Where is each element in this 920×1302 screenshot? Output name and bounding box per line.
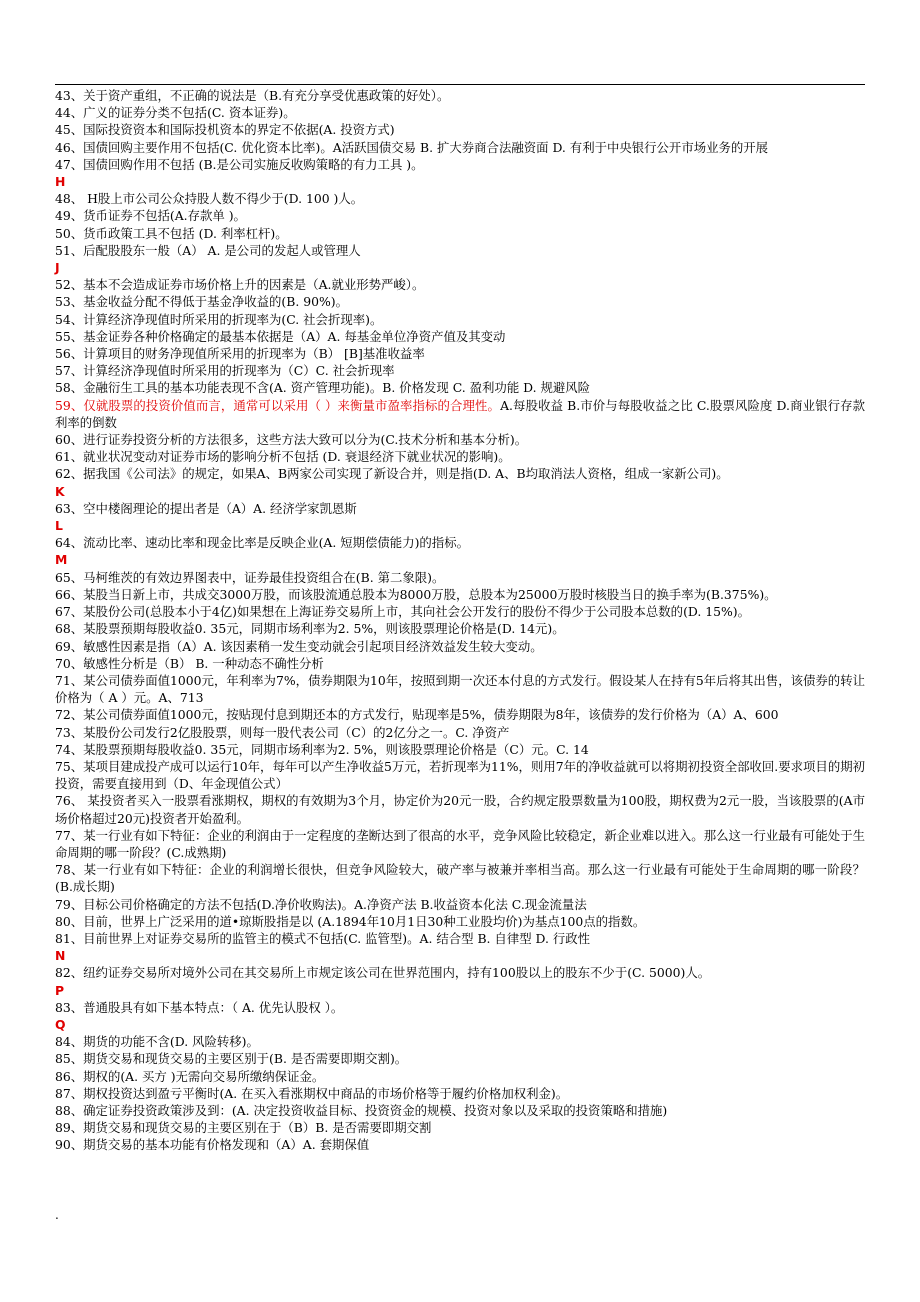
section-letter-p: P xyxy=(55,982,65,998)
items-block-2 xyxy=(55,190,865,259)
item-59-question: 59、仅就股票的投资价值而言，通常可以采用（ ）来衡量市盈率指标的合理性。 xyxy=(55,397,501,413)
list-item: 61、就业状况变动对证券市场的影响分析不包括 (D. 衰退经济下就业状况的影响)。 xyxy=(55,449,511,465)
list-item: 90、期货交易的基本功能有价格发现和（A）A. 套期保值 xyxy=(55,1137,370,1153)
list-item: 44、广义的证券分类不包括(C. 资本证券)。 xyxy=(55,105,296,121)
list-item: 80、目前，世界上广泛采用的道•琼斯股指是以 (A.1894年10月1日30种工业股均价)为基点100点的指数。 xyxy=(55,913,646,929)
list-item: 66、某股当日新上市，共成交3000万股，而该股流通总股本为8000万股，总股本为25000万股时核股当日的换手率为(B.375%)。 xyxy=(55,586,777,602)
items-block-6 xyxy=(55,534,865,551)
list-item: 85、期货交易和现货交易的主要区别于(B. 是否需要即期交割)。 xyxy=(55,1051,408,1067)
list-item: 73、某股份公司发行2亿股股票，则每一股代表公司（C）的2亿分之一。C. 净资产 xyxy=(55,724,510,740)
list-item: 46、国债回购主要作用不包括(C. 优化资本比率)。A活跃国债交易 B. 扩大券商合法融资面 D. 有利于中央银行公开市场业务的开展 xyxy=(55,139,769,155)
list-item: 88、确定证券投资政策涉及到：(A. 决定投资收益目标、投资资金的规模、投资对象以及采取的投资策略和措施) xyxy=(55,1102,668,1118)
list-item: 63、空中楼阁理论的提出者是（A）A. 经济学家凯恩斯 xyxy=(55,500,357,516)
list-item: 68、某股票预期每股收益0. 35元，同期市场利率为2. 5%，则该股票理论价格是(D. 14元)。 xyxy=(55,621,565,637)
section-letter-l: L xyxy=(55,518,63,534)
list-item: 76、 某投资者买入一股票看涨期权，期权的有效期为3个月，协定价为20元一股，合约规定股票数量为100股，期权费为2元一股，当该股票的(A市场价格超过20元)投资者开始盈利。 xyxy=(55,793,865,826)
list-item: 45、国际投资资本和国际投机资本的界定不依据(A. 投资方式) xyxy=(55,122,395,138)
list-item: 74、某股票预期每股收益0. 35元，同期市场利率为2. 5%，则该股票理论价格是（C）元。C. 14 xyxy=(55,741,589,757)
section-letter-m: M xyxy=(55,552,68,568)
list-item: 69、敏感性因素是指（A）A. 该因素稍一发生变动就会引起项目经济效益发生较大变动。 xyxy=(55,638,543,654)
items-block-11 xyxy=(55,999,865,1016)
list-item: 71、某公司债券面值1000元，年利率为7%，债券期限为10年，按照到期一次还本付息的方式发行。假设某人在持有5年后将其出售，该债券的转让价格为（ A ）元。A、713 xyxy=(55,672,865,706)
item-59-options: A.每股收益 B.市价与每股收益之比 C.股票风险度 D.商业银行存款利率的倒数 xyxy=(55,397,865,430)
list-item: 65、马柯维茨的有效边界图表中，证券最佳投资组合在(B. 第二象限)。 xyxy=(55,569,445,585)
list-item: 57、计算经济净现值时所采用的折现率为（C）C. 社会折现率 xyxy=(55,363,395,379)
list-item: 60、进行证券投资分析的方法很多，这些方法大致可以分为(C.技术分析和基本分析)。 xyxy=(55,432,528,448)
list-item: 89、期货交易和现货交易的主要区别在于（B）B. 是否需要即期交割 xyxy=(55,1120,432,1136)
list-item: 79、目标公司价格确定的方法不包括(D.净价收购法)。A.净资产法 B.收益资本化法 C.现金流量法 xyxy=(55,896,587,912)
list-item: 52、基本不会造成证券市场价格上升的因素是（A.就业形势严峻）。 xyxy=(55,277,425,293)
section-letter-q: Q xyxy=(55,1016,66,1032)
list-item: 77、某一行业有如下特征：企业的利润由于一定程度的垄断达到了很高的水平，竞争风险比较稳定，新企业难以进入。那么这一行业最有可能处于生命周期的哪一阶段？(C.成熟期) xyxy=(55,827,865,860)
items-block-12 xyxy=(55,1033,865,1153)
list-item: 47、国债回购作用不包括 (B.是公司实施反收购策略的有力工具 )。 xyxy=(55,156,424,172)
list-item: 56、计算项目的财务净现值所采用的折现率为（B） [B]基准收益率 xyxy=(55,346,425,362)
section-letter-k: K xyxy=(55,483,65,499)
list-item: 43、关于资产重组，不正确的说法是（B.有充分享受优惠政策的好处）。 xyxy=(55,88,450,103)
list-item: 54、计算经济净现值时所采用的折现率为(C. 社会折现率)。 xyxy=(55,311,383,327)
list-item: 67、某股份公司(总股本小于4亿)如果想在上海证券交易所上市，其向社会公开发行的股份不得少于公司股本总数的(D. 15%)。 xyxy=(55,604,751,620)
header-rule xyxy=(55,84,865,85)
list-item: 55、基金证券各种价格确定的最基本依据是（A）A. 每基金单位净资产值及其变动 xyxy=(55,328,506,344)
question-list xyxy=(55,87,865,1154)
items-block-8 xyxy=(55,706,865,758)
footer-dot: . xyxy=(55,1208,59,1222)
list-item: 64、流动比率、速动比率和现金比率是反映企业(A. 短期偿债能力)的指标。 xyxy=(55,535,469,551)
items-block-4 xyxy=(55,431,865,483)
items-block-1 xyxy=(55,87,865,173)
list-item: 70、敏感性分析是（B） B. 一种动态不确性分析 xyxy=(55,655,324,671)
list-item: 62、据我国《公司法》的规定，如果A、B两家公司实现了新设合并，则是指(D. A、B均取消法人资格，组成一家新公司)。 xyxy=(55,466,729,482)
items-block-7-wrap xyxy=(55,672,865,706)
list-item: 72、某公司债券面值1000元，按贴现付息到期还本的方式发行，贴现率是5%，债券期限为8年，该债券的发行价格为（A）A、600 xyxy=(55,707,779,723)
list-item: 49、货币证券不包括(A.存款单 )。 xyxy=(55,208,246,224)
list-item: 75、某项目建成投产成可以运行10年，每年可以产生净收益5万元，若折现率为11%，则用7年的净收益就可以将期初投资全部收回.要求项目的期初投资，需要直接用到（D、年金现值公式） xyxy=(55,758,865,792)
items-block-10 xyxy=(55,964,865,981)
list-item: 78、某一行业有如下特征：企业的利润增长很快，但竞争风险较大，破产率与被兼并率相当高。那么这一行业最有可能处于生命周期的哪一阶段？(B.成长期) xyxy=(55,862,865,895)
section-letter-j: J xyxy=(55,260,60,276)
list-item: 53、基金收益分配不得低于基金净收益的(B. 90%)。 xyxy=(55,294,348,310)
list-item: 51、后配股股东一般（A） A. 是公司的发起人或管理人 xyxy=(55,242,361,258)
list-item: 82、纽约证券交易所对境外公司在其交易所上市规定该公司在世界范围内，持有100股以上的股东不少于(C. 5000)人。 xyxy=(55,965,711,981)
section-letter-n: N xyxy=(55,948,66,964)
items-block-3 xyxy=(55,276,865,396)
items-block-7 xyxy=(55,569,865,672)
list-item: 83、普通股具有如下基本特点：（ A. 优先认股权 ）。 xyxy=(55,999,344,1015)
list-item-59 xyxy=(55,397,865,431)
list-item: 50、货币政策工具不包括 (D. 利率杠杆)。 xyxy=(55,225,288,241)
list-item: 86、期权的(A. 买方 )无需向交易所缴纳保证金。 xyxy=(55,1068,325,1084)
section-letter-h: H xyxy=(55,174,66,190)
items-block-5 xyxy=(55,500,865,517)
items-block-9 xyxy=(55,896,865,948)
list-item: 81、目前世界上对证券交易所的监管主的模式不包括(C. 监管型)。A. 结合型 B. 自律型 D. 行政性 xyxy=(55,930,591,946)
list-item: 58、金融衍生工具的基本功能表现不含(A. 资产管理功能)。B. 价格发现 C. 盈利功能 D. 规避风险 xyxy=(55,380,591,396)
list-item: 48、 H股上市公司公众持股人数不得少于(D. 100 )人。 xyxy=(55,191,364,207)
items-block-8-wrap xyxy=(55,758,865,896)
list-item: 84、期货的功能不含(D. 风险转移)。 xyxy=(55,1034,259,1050)
list-item: 87、期权投资达到盈亏平衡时(A. 在买入看涨期权中商品的市场价格等于履约价格加权利金)。 xyxy=(55,1085,569,1101)
